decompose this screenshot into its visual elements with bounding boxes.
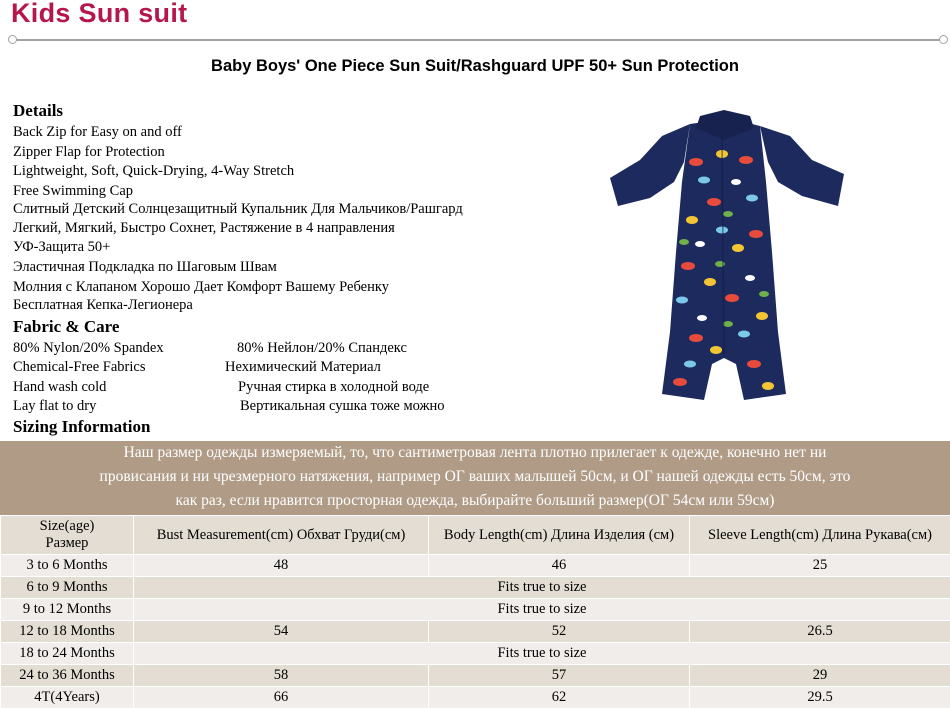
sizing-heading: Sizing Information [13, 417, 150, 437]
bust-cell: 58 [134, 665, 429, 687]
details-line: УФ-Защита 50+ [13, 239, 110, 256]
details-line: Молния с Клапаном Хорошо Дает Комфорт Вашему Ребенку [13, 279, 389, 296]
col-sleeve-length: Sleeve Length(cm) Длина Рукава(см) [690, 516, 950, 555]
brand-title: Kids Sun suit [11, 0, 187, 29]
size-cell: 3 to 6 Months [1, 555, 134, 577]
table-row [1, 577, 950, 599]
bust-cell: 54 [134, 621, 429, 643]
size-cell: 24 to 36 Months [1, 665, 134, 687]
details-line: Легкий, Мягкий, Быстро Сохнет, Растяжение в 4 направления [13, 220, 395, 237]
table-row [1, 665, 950, 687]
table-row [1, 643, 950, 665]
body-cell: 46 [429, 555, 690, 577]
size-cell: 6 to 9 Months [1, 577, 134, 599]
fit-note-cell: Fits true to size [134, 577, 950, 599]
size-cell: 4T(4Years) [1, 687, 134, 709]
sleeve-left [610, 124, 690, 206]
fabric-ru: Нехимический Материал [225, 359, 381, 376]
fabric-en: 80% Nylon/20% Spandex [13, 340, 164, 357]
col-body-length: Body Length(cm) Длина Изделия (см) [429, 516, 690, 555]
table-row [1, 599, 950, 621]
size-cell: 12 to 18 Months [1, 621, 134, 643]
table-row [1, 555, 950, 577]
fabric-heading: Fabric & Care [13, 317, 119, 337]
divider-dot-right [939, 35, 948, 44]
body-cell: 57 [429, 665, 690, 687]
details-line: Эластичная Подкладка по Шаговым Швам [13, 259, 277, 276]
details-line: Back Zip for Easy on and off [13, 124, 182, 141]
fabric-ru: Ручная стирка в холодной воде [238, 379, 429, 396]
fabric-en: Hand wash cold [13, 379, 106, 396]
col-size-line1: Size(age) [1, 518, 133, 535]
sleeve-cell: 25 [690, 555, 950, 577]
col-size [1, 516, 134, 555]
body-cell: 62 [429, 687, 690, 709]
col-bust: Bust Measurement(cm) Обхват Груди(см) [134, 516, 429, 555]
header-divider [12, 39, 945, 41]
details-line: Бесплатная Кепка-Легионера [13, 297, 193, 314]
details-line: Free Swimming Cap [13, 183, 133, 200]
bust-cell: 66 [134, 687, 429, 709]
details-line: Lightweight, Soft, Quick-Drying, 4-Way Stretch [13, 163, 294, 180]
size-cell: 18 to 24 Months [1, 643, 134, 665]
table-row [1, 687, 950, 709]
sizing-notice-line: Наш размер одежды измеряемый, то, что сантиметровая лента плотно прилегает к одежде, конечно нет ни [0, 441, 950, 465]
table-row [1, 621, 950, 643]
sun-suit-product-photo [604, 102, 864, 407]
divider-dot-left [8, 35, 17, 44]
fabric-en: Chemical-Free Fabrics [13, 359, 145, 376]
fit-note-cell: Fits true to size [134, 599, 950, 621]
sizing-notice-line: как раз, если нравится просторная одежда, выбирайте больший размер(ОГ 54см или 59см) [0, 489, 950, 513]
details-line: Слитный Детский Солнцезащитный Купальник Для Мальчиков/Рашгард [13, 201, 463, 218]
size-table-header [1, 516, 950, 555]
fit-note-cell: Fits true to size [134, 643, 950, 665]
details-line: Zipper Flap for Protection [13, 144, 165, 161]
details-heading: Details [13, 101, 63, 121]
size-table [0, 515, 950, 709]
bust-cell: 48 [134, 555, 429, 577]
sleeve-cell: 29 [690, 665, 950, 687]
size-cell: 9 to 12 Months [1, 599, 134, 621]
fabric-ru: Вертикальная сушка тоже можно [240, 398, 445, 415]
body-cell: 52 [429, 621, 690, 643]
sizing-notice [0, 441, 950, 515]
sleeve-cell: 26.5 [690, 621, 950, 643]
sleeve-right [760, 126, 844, 206]
sizing-notice-line: провисания и ни чрезмерного натяжения, например ОГ ваших малышей 50см, и ОГ нашей одежды есть 50см, это [0, 465, 950, 489]
product-title: Baby Boys' One Piece Sun Suit/Rashguard UPF 50+ Sun Protection [0, 57, 950, 76]
fabric-ru: 80% Нейлон/20% Спандекс [237, 340, 407, 357]
sleeve-cell: 29.5 [690, 687, 950, 709]
col-size-line2: Размер [1, 535, 133, 552]
fabric-en: Lay flat to dry [13, 398, 96, 415]
